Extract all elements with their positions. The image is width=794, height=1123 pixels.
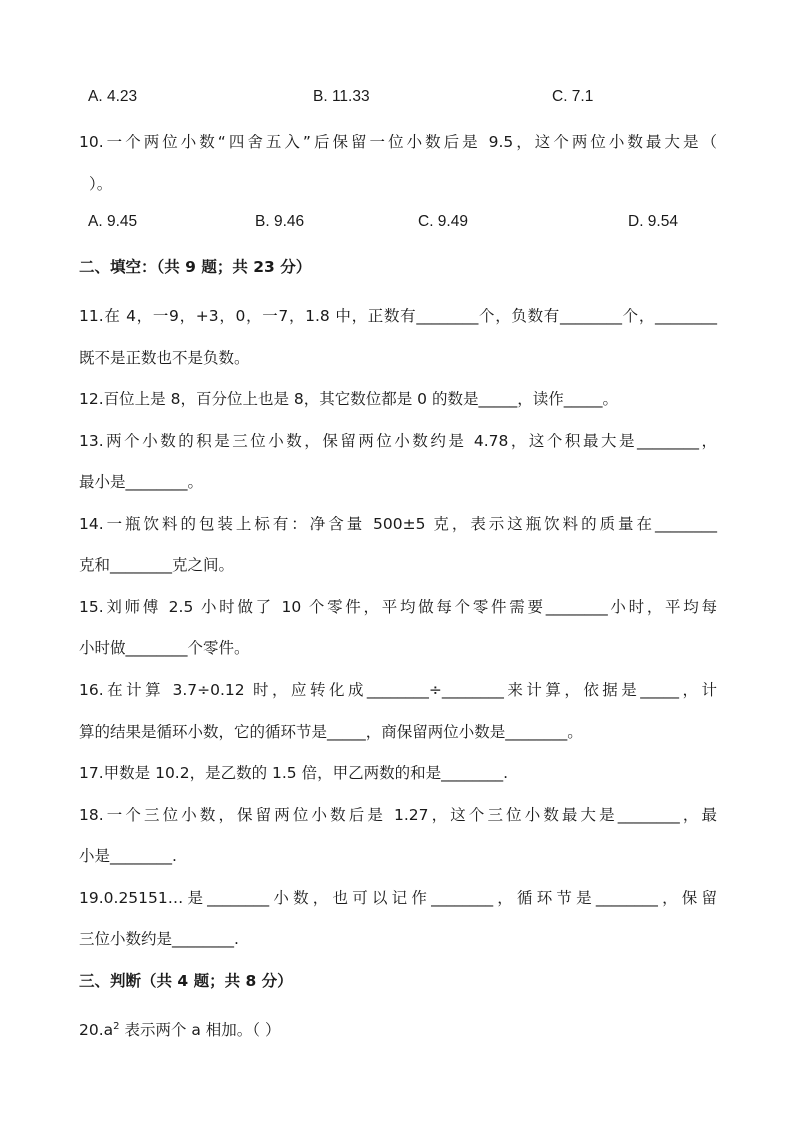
q20-exponent: 2 <box>113 1020 120 1032</box>
q14-line1: 14.一瓶饮料的包装上标有：净含量 500±5 克，表示这瓶饮料的质量在________ <box>79 515 717 533</box>
q16-line2: 算的结果是循环小数，它的循环节是_____，商保留两位小数是________。 <box>79 723 583 741</box>
q10-option-d: D. 9.54 <box>628 213 678 230</box>
q11-line2: 既不是正数也不是负数。 <box>79 349 250 367</box>
q15-line2: 小时做________个零件。 <box>79 639 250 657</box>
q13-line2: 最小是________。 <box>79 473 204 491</box>
q10-line1: 10.一个两位小数“四舍五入”后保留一位小数后是 9.5，这个两位小数最大是（ <box>79 133 717 151</box>
q18-line1: 18.一个三位小数，保留两位小数后是 1.27，这个三位小数最大是________，最 <box>79 806 717 824</box>
q19-line1: 19.0.25151…是________小数，也可以记作________，循环节是________，保留 <box>79 889 717 907</box>
q20-rest: 表示两个 a 相加。（ ） <box>119 1021 281 1039</box>
q10-option-b: B. 9.46 <box>255 213 305 230</box>
q16-line1: 16.在计算 3.7÷0.12 时，应转化成________÷________来计算，依据是_____，计 <box>79 681 717 699</box>
q17: 17.甲数是 10.2，是乙数的 1.5 倍，甲乙两数的和是________. <box>79 764 509 782</box>
q9-option-a: A. 4.23 <box>88 88 138 105</box>
section2-heading: 二、填空：（共 9 题；共 23 分） <box>79 258 312 276</box>
q9-option-c: C. 7.1 <box>552 88 594 105</box>
q20-prefix: 20.a <box>79 1021 114 1039</box>
q19-line2: 三位小数约是________. <box>79 930 239 948</box>
q11-line1: 11.在 4，一9，+3，0，一7，1.8 中，正数有________个，负数有________个，________ <box>79 307 717 325</box>
q15-line1: 15.刘师傅 2.5 小时做了 10 个零件，平均做每个零件需要________小时，平均每 <box>79 598 717 616</box>
q13-line1: 13.两个小数的积是三位小数，保留两位小数约是 4.78，这个积最大是________， <box>79 432 717 450</box>
q12: 12.百位上是 8，百分位上也是 8，其它数位都是 0 的数是_____，读作_____。 <box>79 390 618 408</box>
section3-heading: 三、判断（共 4 题；共 8 分） <box>79 972 293 990</box>
q20 <box>79 1018 281 1040</box>
q10-option-c: C. 9.49 <box>418 213 468 230</box>
q9-option-b: B. 11.33 <box>313 88 370 105</box>
q14-line2: 克和________克之间。 <box>79 556 235 574</box>
q10-option-a: A. 9.45 <box>88 213 138 230</box>
q10-line2: ）。 <box>89 175 113 193</box>
q18-line2: 小是________. <box>79 847 177 865</box>
